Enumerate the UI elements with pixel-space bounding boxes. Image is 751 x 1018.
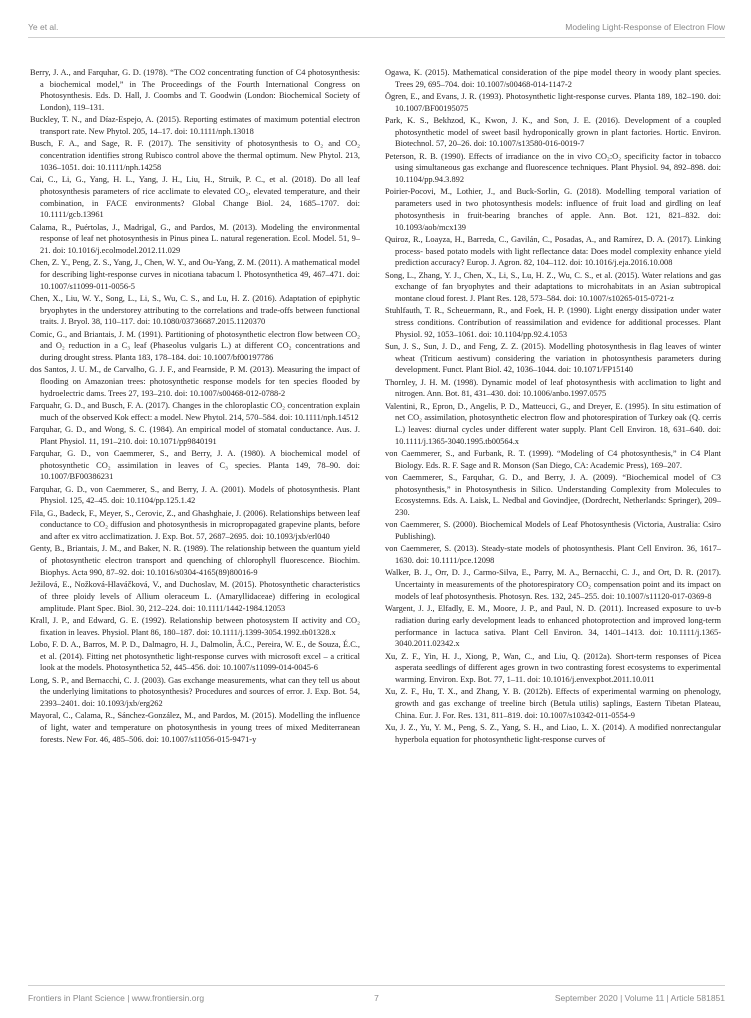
reference-item: Cai, C., Li, G., Yang, H. L., Yang, J. H., Liu, H., Struik, P. C., et al. (2018). Do all leaf photosynthesis parameters of rice acclimate to elevated CO₂, elevated temperature, and their combination, in FACE environments? Global Change Biol. 24, 1685–1707. doi: 10.1111/gcb.13961 <box>30 175 360 220</box>
reference-item: Long, S. P., and Bernacchi, C. J. (2003). Gas exchange measurements, what can they tell us about the underlying limitations to photosynthesis? Procedures and sources of error. J. Exp. Bot. 54, 2393–2401. doi: 10.1093/jxb/erg262 <box>30 675 360 708</box>
header-title: Modeling Light-Response of Electron Flow <box>565 22 725 32</box>
reference-item: Chen, X., Liu, W. Y., Song, L., Li, S., Wu, C. S., and Lu, H. Z. (2016). Adaptation of epiphytic bryophytes in the understorey attributing to the correlations and trade-offs between functional traits. J. Bryol. 38, 110–117. doi: 10.1080/03736687.2015.1120370 <box>30 293 360 327</box>
reference-item: Ögren, E., and Evans, J. R. (1993). Photosynthetic light-response curves. Planta 189, 182–190. doi: 10.1007/BF00195075 <box>385 92 721 113</box>
references-left-column <box>30 67 360 746</box>
references-right-column <box>385 67 721 746</box>
reference-item: Quiroz, R., Loayza, H., Barreda, C., Gavilán, C., Posadas, A., and Ramírez, D. A. (2017). Linking process- based potato models with light reflectance data: Does model complexity enhance yield prediction accuracy? Europ. J. Agron. 82, 104–112. doi: 10.1016/j.eja.2016.10.008 <box>385 234 721 268</box>
reference-item: Lobo, F. D. A., Barros, M. P. D., Dalmagro, H. J., Dalmolin, Â.C., Pereira, W. E., de Souza, É.C., et al. (2014). Fitting net photosynthetic light-response curves with microsoft excel – a critical look at the models. Photosynthetica 52, 445–456. doi: 10.1007/s11099-014-0045-6 <box>30 639 360 673</box>
reference-item: Park, K. S., Bekhzod, K., Kwon, J. K., and Son, J. E. (2016). Development of a coupled photosynthetic model of sweet basil hydroponically grown in plant factories. Hortic. Environ. Biotechnol. 57, 20–26. doi: 10.1007/s13580-016-0019-7 <box>385 116 721 149</box>
reference-item: Wargent, J. J., Elfadly, E. M., Moore, J. P., and Paul, N. D. (2011). Increased exposure to uv-b radiation during early development leads to enhanced photoprotection and improved long-term performance in lactuca sativa. Plant Cell Environ. 34, 1401–1413. doi: 10.1111/j.1365-3040.2011.02342.x <box>385 604 721 649</box>
reference-item: Xu, Z. F., Hu, T. X., and Zhang, Y. B. (2012b). Effects of experimental warming on phenology, growth and gas exchange of treeline birch (Betula utilis) saplings, Eastern Tibetan Plateau, China. Eur. J. For. Res. 131, 811–819. doi: 10.1007/s10342-011-0554-9 <box>385 687 721 720</box>
reference-item: Fila, G., Badeck, F., Meyer, S., Cerovic, Z., and Ghashghaie, J. (2006). Relationships between leaf conductance to CO₂ diffusion and photosynthesis in micropropagated grapevine plants, before and after ex vitro acclimatization. J. Exp. Bot. 57, 2687–2695. doi: 10.1093/jxb/erl040 <box>30 508 360 542</box>
reference-item: Farquhar, G. D., and Wong, S. C. (1984). An empirical model of stomatal conductance. Aus. J. Plant Physiol. 11, 191–210. doi: 10.1071/pp9840191 <box>30 425 360 446</box>
reference-item: Poirier-Pocovi, M., Lothier, J., and Buck-Sorlin, G. (2018). Modelling temporal variation of parameters used in two photosynthesis models: influence of fruit load and girdling on leaf photosynthesis in fruit-bearing branches of apple. Ann. Bot. 121, 821–832. doi: 10.1093/aob/mcx139 <box>385 187 721 232</box>
reference-item: Stuhlfauth, T. R., Scheuermann, R., and Foek, H. P. (1990). Light energy dissipation under water stress conditions. Contribution of reassimilation and evidence for additional processes. Plant Physiol. 92, 1053–1061. doi: 10.1104/pp.92.4.1053 <box>385 306 721 339</box>
reference-item: Busch, F. A., and Sage, R. F. (2017). The sensitivity of photosynthesis to O₂ and CO₂ concentration identifies strong Rubisco control above the thermal optimum. New Phytol. 213, 1036–1051. doi: 10.1111/nph.14258 <box>30 139 360 172</box>
reference-item: Sun, J. S., Sun, J. D., and Feng, Z. Z. (2015). Modelling photosynthesis in flag leaves of winter wheat (Triticum aestivum) considering the variation in photosynthesis parameters during development. Funct. Plant Biol. 42, 1036–1044. doi: 10.1071/FP15140 <box>385 341 721 375</box>
footer-divider <box>28 985 725 986</box>
reference-item: Mayoral, C., Calama, R., Sánchez-González, M., and Pardos, M. (2015). Modelling the influence of light, water and temperature on photosynthesis in young trees of mixed Mediterranean forests. New For. 46, 485–506. doi: 10.1007/s11056-015-9471-y <box>30 711 360 744</box>
reference-item: Genty, B., Briantais, J. M., and Baker, N. R. (1989). The relationship between the quantum yield of photosynthetic electron transport and quenching of chlorophyll fluorescence. Biochim. Biophys. Acta 990, 87–92. doi: 10.1016/s0304-4165(89)80016-9 <box>30 544 360 577</box>
page-number: 7 <box>374 993 379 1003</box>
reference-item: Xu, J. Z., Yu, Y. M., Peng, S. Z., Yang, S. H., and Liao, L. X. (2014). A modified nonrectangular hyperbola equation for photosynthetic light-response curves of <box>385 722 721 744</box>
reference-item: Valentini, R., Epron, D., Angelis, P. D., Matteucci, G., and Dreyer, E. (1995). In situ estimation of net CO₂ assimilation, photosynthetic electron flow and photorespiration of Turkey oak (Q. cerris L.) leaves: diurnal cycles under different water supply. Plant Cell Environ. 18, 631–640. doi: 10.1111/j.1365-3040.1995.tb00564.x <box>385 401 721 446</box>
reference-item: Ogawa, K. (2015). Mathematical consideration of the pipe model theory in woody plant species. Trees 29, 695–704. doi: 10.1007/s00468-014-1147-2 <box>385 68 721 89</box>
reference-item: Comic, G., and Briantais, J. M. (1991). Partitioning of photosynthetic electron flow between CO₂ and O₂ reduction in a C₃ leaf (Phaseolus vulgaris L.) at different CO₂ concentrations and during drought stress. Planta 183, 178–184. doi: 10.1007/bf00197786 <box>30 329 360 363</box>
reference-item: von Caemmerer, S., Farquhar, G. D., and Berry, J. A. (2009). “Biochemical model of C3 photosynthesis,” in Photosynthesis in Silico. Understanding Complexity from Molecules to Ecosystemns. Eds. A. Laisk, L. Nedbal and Govindjee, (Dordrecht, Netherlands: Springer), 209–230. <box>385 473 721 518</box>
reference-item: Walker, B. J., Orr, D. J., Carmo-Silva, E., Parry, M. A., Bernacchi, C. J., and Ort, D. R. (2017). Uncertainty in measurements of the photorespiratory CO₂ compensation point and its impact on models of leaf photosynthesis. Photosyn. Res. 132, 245–255. doi: 10.1007/s11120-017-0369-8 <box>385 568 721 601</box>
reference-item: Chen, Z. Y., Peng, Z. S., Yang, J., Chen, W. Y., and Ou-Yang, Z. M. (2011). A mathematical model for describing light-response curves in nicotiana tabacum l. Photosynthetica 49, 467–471. doi: 10.1007/s11099-011-0056-5 <box>30 258 360 291</box>
reference-item: Song, L., Zhang, Y. J., Chen, X., Li, S., Lu, H. Z., Wu, C. S., et al. (2015). Water relations and gas exchange of fan bryophytes and their adaptations to microhabitats in an Asian subtropical montane cloud forest. J. Plant Res. 128, 573–584. doi: 10.1007/s10265-015-0721-z <box>385 270 721 303</box>
running-header <box>28 22 725 36</box>
reference-item: Farquhar, G. D., von Caemmerer, S., and Berry, J. A. (2001). Models of photosynthesis. Plant Physiol. 125, 42–45. doi: 10.1104/pp.125.1.42 <box>30 484 360 506</box>
reference-item: von Caemmerer, S. (2013). Steady-state models of photosynthesis. Plant Cell Environ. 36, 1617–1630. doi: 10.1111/pce.12098 <box>385 544 721 566</box>
reference-item: Calama, R., Puértolas, J., Madrigal, G., and Pardos, M. (2013). Modeling the environmental response of leaf net photosynthesis in Pinus pinea L. natural regeneration. Ecol. Model. 51, 9–21. doi: 10.1016/j.ecolmodel.2012.11.029 <box>30 222 360 255</box>
reference-item: dos Santos, J. U. M., de Carvalho, G. J. F., and Fearnside, P. M. (2013). Measuring the impact of flooding on Amazonian trees: photosynthetic response models for ten species flooded by hydroelectric dams. Trees 27, 193–210. doi: 10.1007/s00468-012-0788-2 <box>30 365 360 398</box>
reference-item: Xu, Z. F., Yin, H. J., Xiong, P., Wan, C., and Liu, Q. (2012a). Short-term responses of Picea asperata seedlings of different ages grown in two contrasting forest ecosystems to experimental warming. Environ. Exp. Bot. 77, 1–11. doi: 10.1016/j.envexpbot.2011.10.011 <box>385 651 721 684</box>
header-divider <box>28 37 725 38</box>
footer-issue: September 2020 | Volume 11 | Article 581851 <box>554 993 725 1003</box>
reference-item: Ježilová, E., Nožková-Hlaváčková, V., and Duchoslav, M. (2015). Photosynthetic characteristics of three ploidy levels of Allium oleraceum L. (Amaryllidaceae) differing in ecological amplitude. Plant Spec. Biol. 30, 212–224. doi: 10.1111/1442-1984.12053 <box>30 580 360 613</box>
reference-item: Peterson, R. B. (1990). Effects of irradiance on the in vivo CO₂:O₂ specificity factor in tobacco using simultaneous gas exchange and fluorescence techniques. Plant Physiol. 94, 892–898. doi: 10.1104/pp.94.3.892 <box>385 151 721 185</box>
reference-item: von Caemmerer, S., and Furbank, R. T. (1999). “Modeling of C4 photosynthesis,” in C4 Plant Biology. Eds. R. F. Sage and R. Monson (San Diego, CA: Academic Press), 169–207. <box>385 449 721 470</box>
reference-item: Krall, J. P., and Edward, G. E. (1992). Relationship between photosystem II activity and CO₂ fixation in leaves. Physiol. Plant 86, 180–187. doi: 10.1111/j.1399-3054.1992.tb01328.x <box>30 615 360 637</box>
page-footer <box>28 993 725 1007</box>
reference-item: Farquhar, G. D., von Caemmerer, S., and Berry, J. A. (1980). A biochemical model of photosynthetic CO₂ assimilation in leaves of C₃ species. Planta 149, 78–90. doi: 10.1007/BF00386231 <box>30 449 360 482</box>
reference-item: Thornley, J. H. M. (1998). Dynamic model of leaf photosynthesis with acclimation to light and nitrogen. Ann. Bot. 81, 431–430. doi: 10.1006/anbo.1997.0575 <box>385 377 721 399</box>
reference-item: Farquahr, G. D., and Busch, F. A. (2017). Changes in the chloroplastic CO₂ concentration explain much of the observed Kok effect: a model. New Phytol. 214, 570–584. doi: 10.1111/nph.14512 <box>30 401 360 422</box>
reference-item: von Caemmerer, S. (2000). Biochemical Models of Leaf Photosynthesis (Victoria, Australia: Csiro Publishing). <box>385 520 721 542</box>
footer-journal: Frontiers in Plant Science | www.frontiersin.org <box>28 993 205 1003</box>
reference-item: Berry, J. A., and Farquhar, G. D. (1978). “The CO2 concentrating function of C4 photosynthesis: a biochemical model,” in The Proceedings of the Fourth International Congress on Photosynthesis. Eds. D. Hall, J. Coombs and T. Goodwin (London: Biochemical Society of London), 119–131. <box>30 68 360 113</box>
header-authors: Ye et al. <box>28 22 59 32</box>
reference-item: Buckley, T. N., and Díaz-Espejo, A. (2015). Reporting estimates of maximum potential electron transport rate. New Phytol. 205, 14–17. doi: 10.1111/nph.13018 <box>30 115 360 137</box>
